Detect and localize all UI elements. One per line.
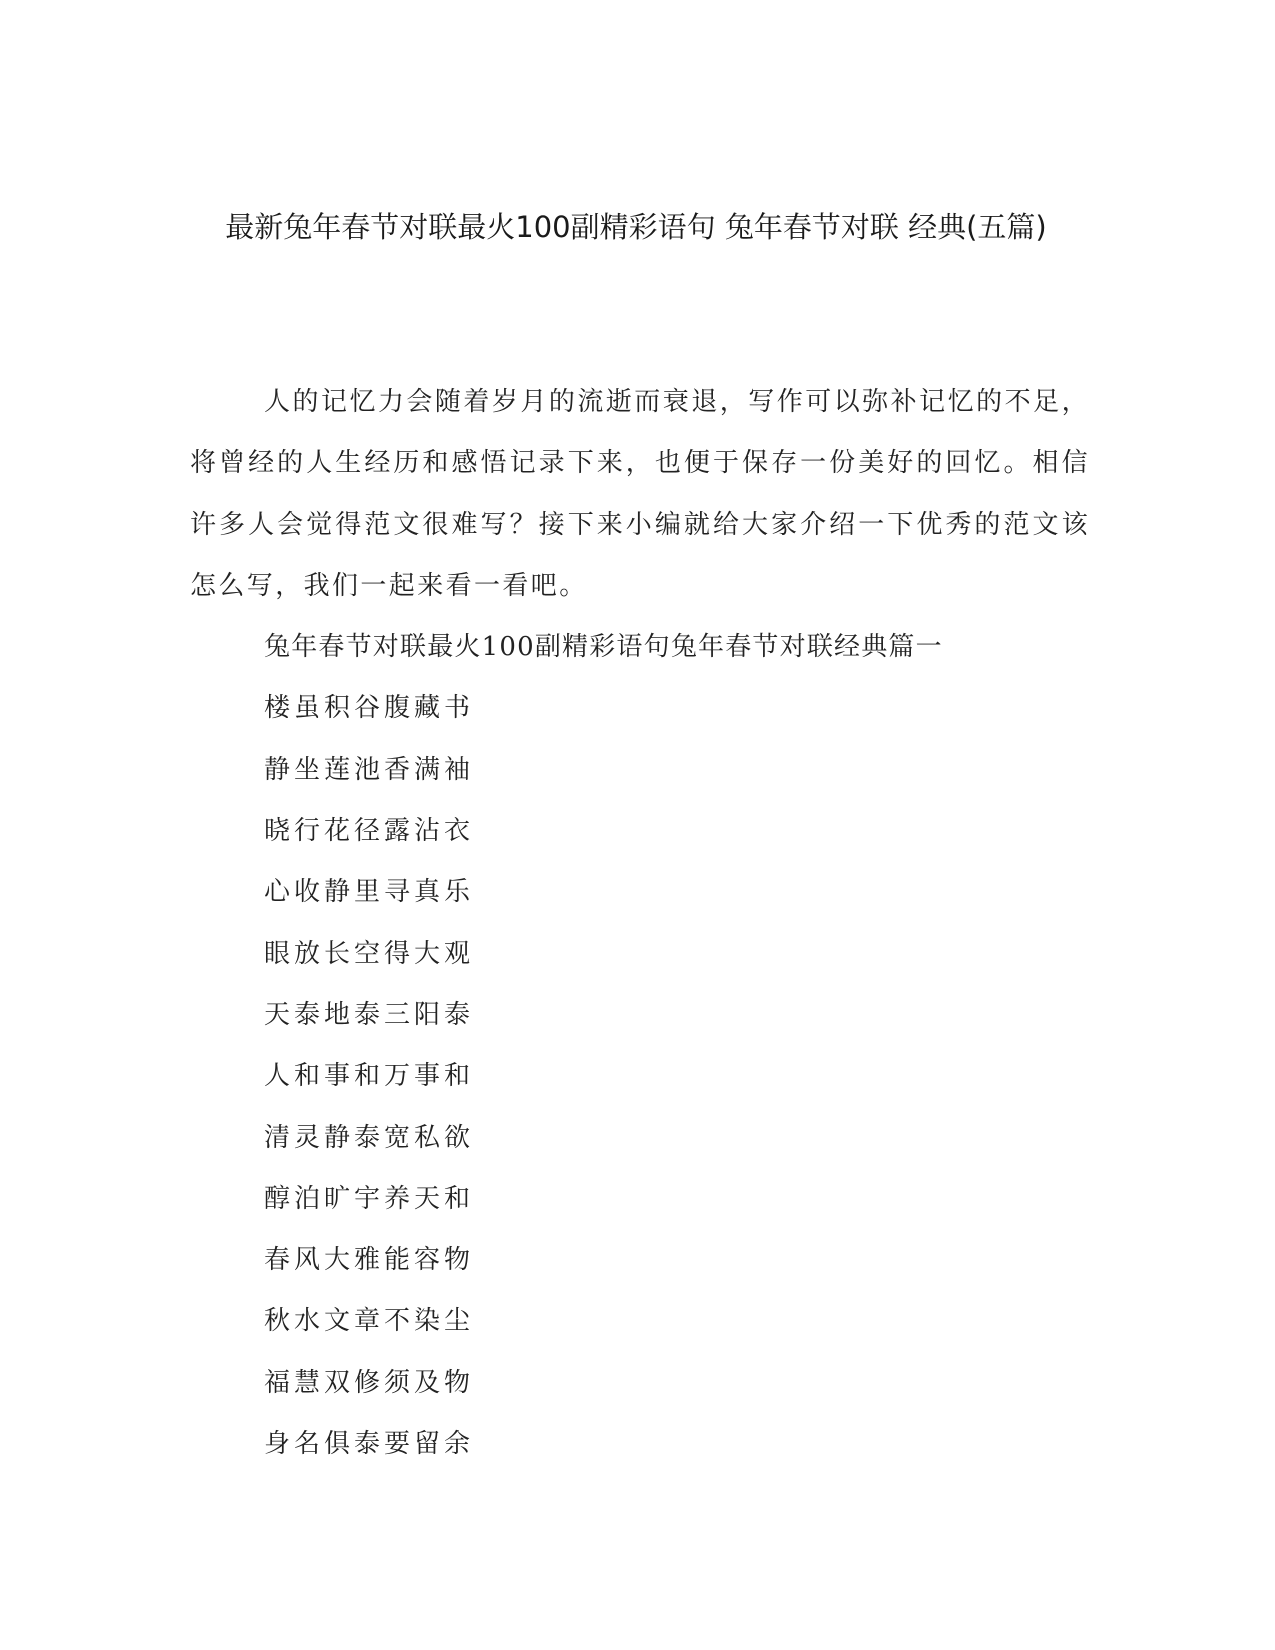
couplet-list <box>190 678 1090 1475</box>
couplet-line: 心收静里寻真乐 <box>264 877 475 908</box>
section-heading: 兔年春节对联最火100副精彩语句兔年春节对联经典篇一 <box>264 632 943 663</box>
couplet-line: 身名俱泰要留余 <box>264 1429 475 1460</box>
couplet-line: 楼虽积谷腹藏书 <box>264 693 475 724</box>
couplet-line: 天泰地泰三阳泰 <box>264 999 475 1030</box>
intro-paragraph: 人的记忆力会随着岁月的流逝而衰退，写作可以弥补记忆的不足，将曾经的人生经历和感悟记录下来，也便于保存一份美好的回忆。相信许多人会觉得范文很难写？接下来小编就给大家介绍一下优秀的范文该怎么写，我们一起来看一看吧。 <box>190 387 1090 601</box>
couplet-line: 春风大雅能容物 <box>264 1245 475 1276</box>
couplet-line: 醇泊旷宇养天和 <box>264 1183 475 1214</box>
couplet-line: 清灵静泰宽私欲 <box>264 1122 475 1153</box>
couplet-line: 福慧双修须及物 <box>264 1367 475 1398</box>
couplet-line: 眼放长空得大观 <box>264 938 475 969</box>
couplet-line: 静坐莲池香满袖 <box>264 754 475 785</box>
couplet-line: 秋水文章不染尘 <box>264 1306 475 1337</box>
document-body <box>190 372 1090 1475</box>
couplet-line: 人和事和万事和 <box>264 1061 475 1092</box>
couplet-line: 晓行花径露沾衣 <box>264 816 475 847</box>
document-title: 最新兔年春节对联最火100副精彩语句 兔年春节对联 经典(五篇) <box>225 210 1047 244</box>
